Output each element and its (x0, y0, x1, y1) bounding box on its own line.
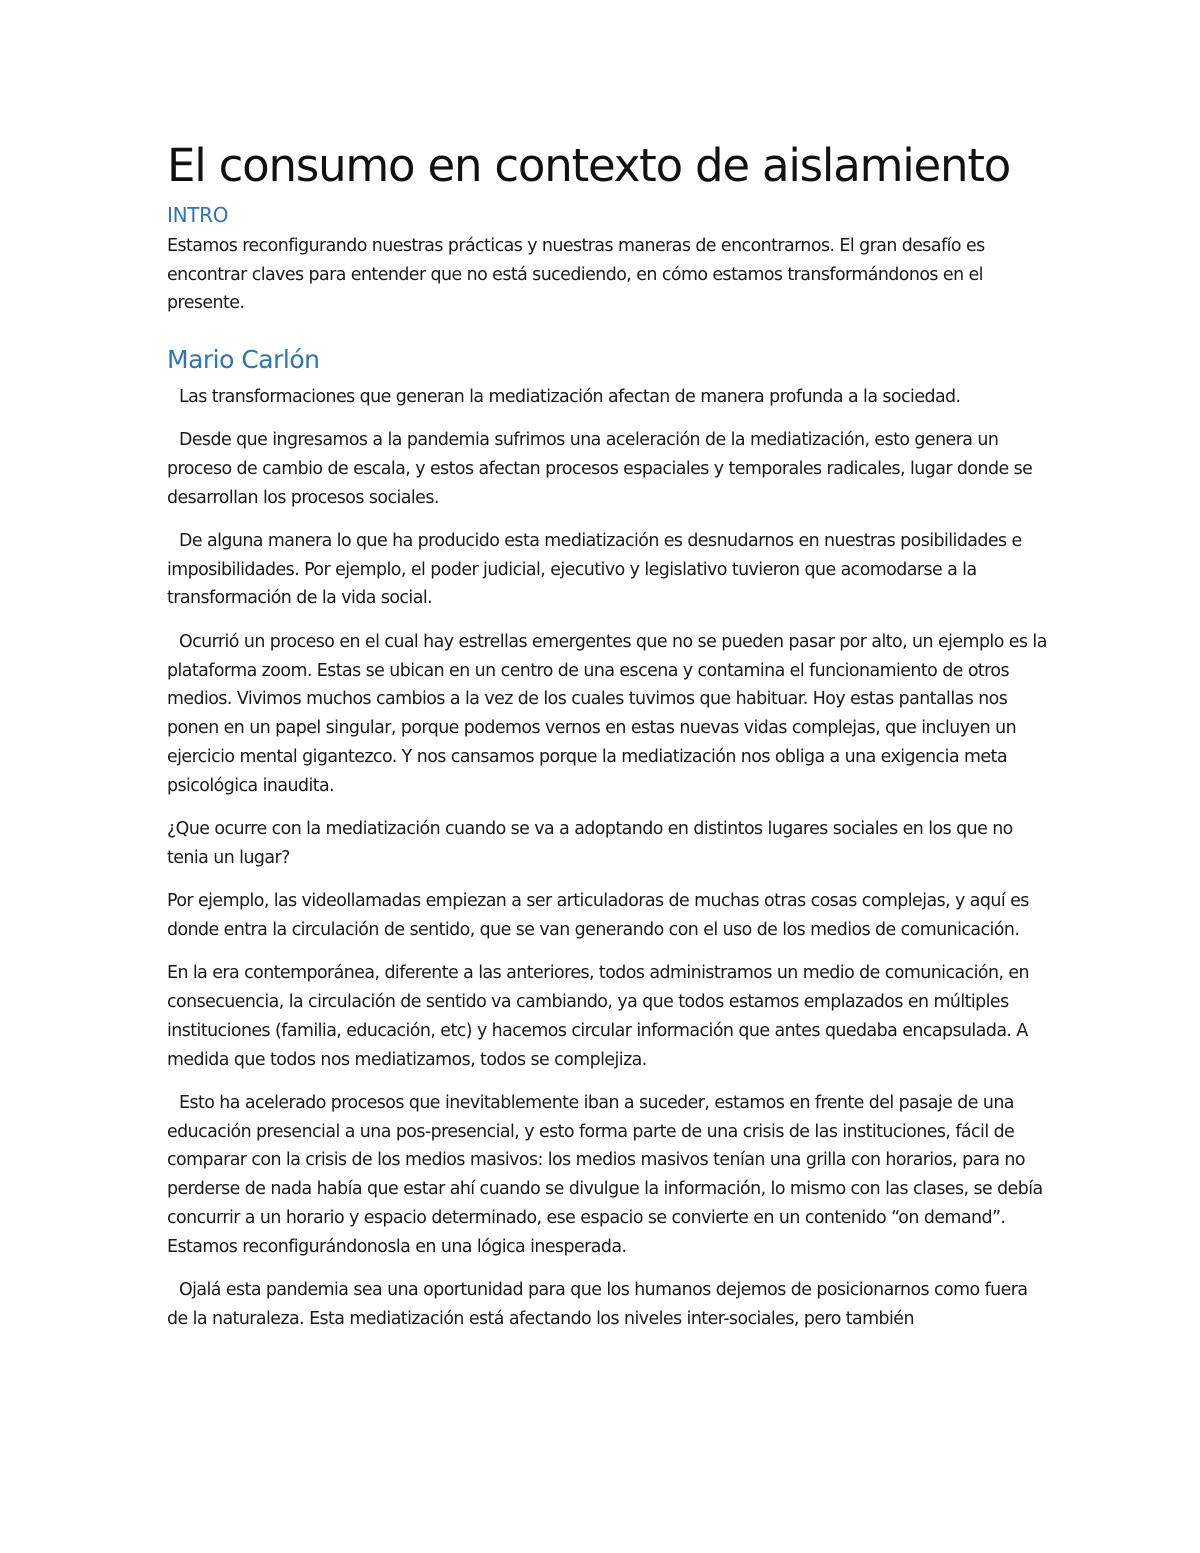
body-paragraph-1: Las transformaciones que generan la mediatización afectan de manera profunda a la sociedad. (179, 386, 961, 407)
body-paragraph-3: De alguna manera lo que ha producido esta mediatización es desnudarnos en nuestras posibilidades e imposibilidades. Por ejemplo, el poder judicial, ejecutivo y legislativo tuvieron que acomodarse a la transformación de la vida social. (167, 530, 1022, 609)
body-paragraph-4: Ocurrió un proceso en el cual hay estrellas emergentes que no se pueden pasar por alto, un ejemplo es la plataforma zoom. Estas se ubican en un centro de una escena y contamina el funcionamiento de otros medios. Vivimos muchos cambios a la vez de los cuales tuvimos que habituar. Hoy estas pantallas nos ponen en un papel singular, porque podemos vernos en estas nuevas vidas complejas, que incluyen un ejercicio mental gigantezco. Y nos cansamos porque la mediatización nos obliga a una exigencia meta psicológica inaudita. (167, 631, 1047, 796)
intro-paragraph: Estamos reconfigurando nuestras prácticas y nuestras maneras de encontrarnos. El gran desafío es encontrar claves para entender que no está sucediendo, en cómo estamos transformándonos en el presente. (167, 235, 985, 314)
body-paragraph-8: Esto ha acelerado procesos que inevitablemente iban a suceder, estamos en frente del pasaje de una educación presencial a una pos-presencial, y esto forma parte de una crisis de las instituciones, fácil de comparar con la crisis de los medios masivos: los medios masivos tenían una grilla con horarios, para no perderse de nada había que estar ahí cuando se divulgue la información, lo mismo con las clases, se debía concurrir a un horario y espacio determinado, ese espacio se convierte en un contenido “on demand”. Estamos reconfigurándonosla en una lógica inesperada. (167, 1092, 1043, 1257)
intro-heading: INTRO (167, 202, 229, 227)
document-title: El consumo en contexto de aislamiento (167, 139, 1011, 192)
body-paragraph-6: Por ejemplo, las videollamadas empiezan a ser articuladoras de muchas otras cosas complejas, y aquí es donde entra la circulación de sentido, que se van generando con el uso de los medios de comunicación. (167, 891, 1029, 940)
author-heading: Mario Carlón (167, 345, 320, 375)
body-paragraph-7: En la era contemporánea, diferente a las anteriores, todos administramos un medio de comunicación, en consecuencia, la circulación de sentido va cambiando, ya que todos estamos emplazados en múltiples instituciones (familia, educación, etc) y hacemos circular información que antes quedaba encapsulada. A medida que todos nos mediatizamos, todos se complejiza. (167, 963, 1030, 1070)
question-paragraph: ¿Que ocurre con la mediatización cuando se va a adoptando en distintos lugares sociales en los que no tenia un lugar? (167, 819, 1013, 868)
body-paragraph-2: Desde que ingresamos a la pandemia sufrimos una aceleración de la mediatización, esto genera un proceso de cambio de escala, y estos afectan procesos espaciales y temporales radicales, lugar donde se desarrollan los procesos sociales. (167, 429, 1033, 508)
body-paragraph-9: Ojalá esta pandemia sea una oportunidad para que los humanos dejemos de posicionarnos como fuera de la naturaleza. Esta mediatización está afectando los niveles inter-sociales, pero también (167, 1280, 1028, 1329)
